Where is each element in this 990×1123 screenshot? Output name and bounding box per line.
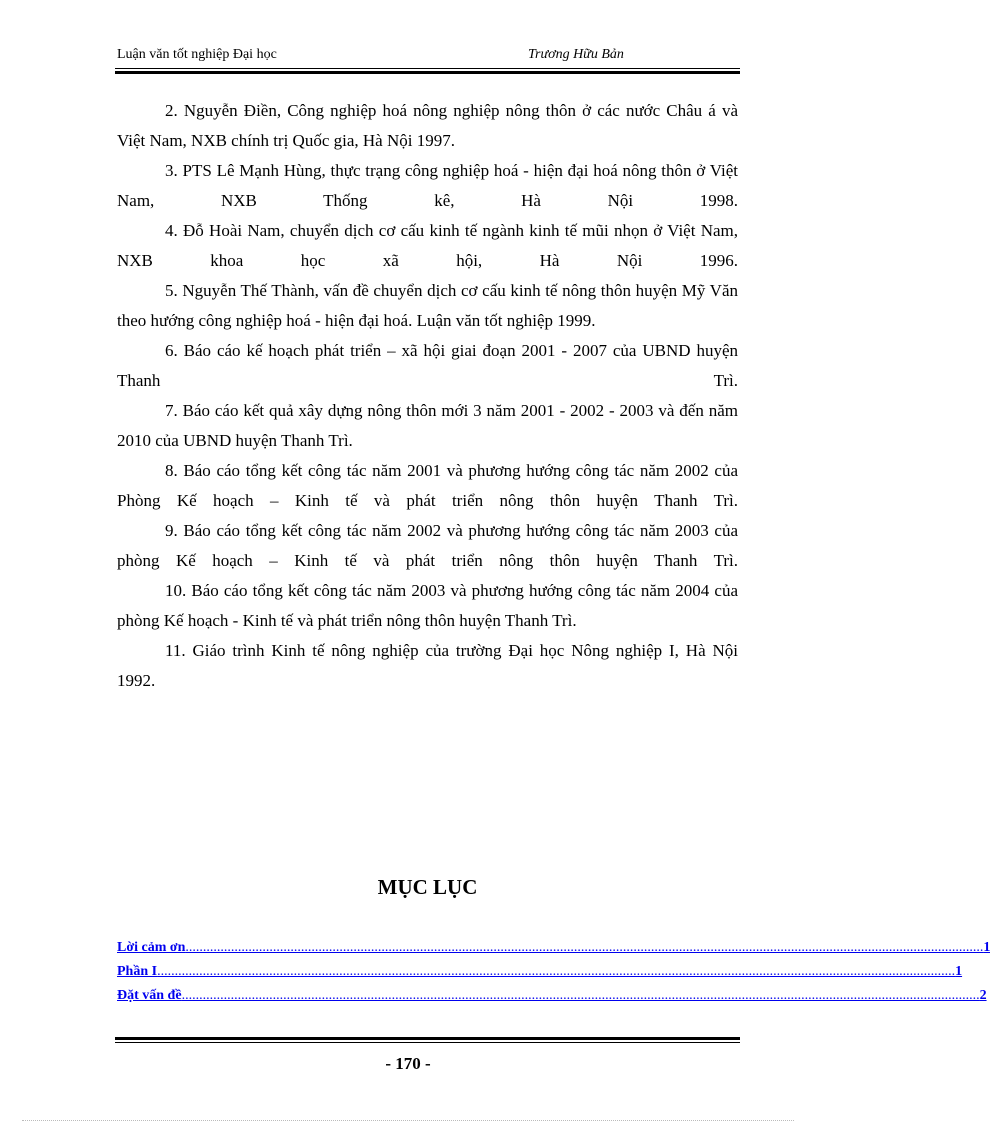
toc-link-label: Đặt vấn đề [117,988,182,1003]
page-number: - 170 - [385,1054,431,1073]
header-author: Trương Hữu Bản [528,47,624,62]
toc-link-label: Lời cảm ơn [117,940,186,955]
toc-leader-dots: .................................................................................................................................................................................................................................... [185,940,984,955]
reference-item: 6. Báo cáo kế hoạch phát triển – xã hội giai đoạn 2001 - 2007 của UBND huyện Thanh Trì. [117,341,738,390]
reference-item: 2. Nguyễn Điền, Công nghiệp hoá nông nghiệp nông thôn ở các nước Châu á và Việt Nam, NXB chính trị Quốc gia, Hà Nội 1997. [117,101,738,150]
page-edge-divider [22,1120,794,1121]
header-rule-thin [115,68,740,69]
toc-link-label: Phần I [117,964,158,979]
reference-item: 8. Báo cáo tổng kết công tác năm 2001 và phương hướng công tác năm 2002 của Phòng Kế hoạch – Kinh tế và phát triển nông thôn huyện Thanh Trì. [117,461,738,510]
toc-title: MỤC LỤC [377,875,478,899]
footer-rule-thin [115,1042,740,1043]
reference-list [117,96,738,696]
toc-link-loi-cam-on[interactable] [117,940,990,964]
reference-item: 5. Nguyễn Thế Thành, vấn đề chuyển dịch cơ cấu kinh tế nông thôn huyện Mỹ Văn theo hướng công nghiệp hoá - hiện đại hoá. Luận văn tốt nghiệp 1999. [117,281,738,330]
reference-item: 10. Báo cáo tổng kết công tác năm 2003 và phương hướng công tác năm 2004 của phòng Kế hoạch - Kinh tế và phát triển nông thôn huyện Thanh Trì. [117,581,738,630]
toc-page-number: 1 [983,940,990,955]
reference-item: 4. Đỗ Hoài Nam, chuyển dịch cơ cấu kinh tế ngành kinh tế mũi nhọn ở Việt Nam, NXB khoa học xã hội, Hà Nội 1996. [117,221,738,270]
reference-item: 7. Báo cáo kết quả xây dựng nông thôn mới 3 năm 2001 - 2002 - 2003 và đến năm 2010 của UBND huyện Thanh Trì. [117,401,738,450]
reference-item: 3. PTS Lê Mạnh Hùng, thực trạng công nghiệp hoá - hiện đại hoá nông thôn ở Việt Nam, NXB Thống kê, Hà Nội 1998. [117,161,738,210]
table-of-contents [117,940,990,1012]
toc-page-number: 2 [979,988,987,1003]
reference-item: 9. Báo cáo tổng kết công tác năm 2002 và phương hướng công tác năm 2003 của phòng Kế hoạch – Kinh tế và phát triển nông thôn huyện Thanh Trì. [117,521,738,570]
reference-item: 11. Giáo trình Kinh tế nông nghiệp của trường Đại học Nông nghiệp I, Hà Nội 1992. [117,641,738,690]
header-rule-thick [115,71,740,74]
toc-link-dat-van-de[interactable] [117,988,987,1012]
toc-link-phan-i[interactable] [117,964,963,988]
toc-page-number: 1 [955,964,963,979]
header-title: Luận văn tốt nghiệp Đại học [117,47,277,62]
footer-rule-thick [115,1037,740,1040]
toc-leader-dots: .................................................................................................................................................................................................................................... [181,988,980,1003]
toc-leader-dots: .................................................................................................................................................................................................................................... [157,964,956,979]
